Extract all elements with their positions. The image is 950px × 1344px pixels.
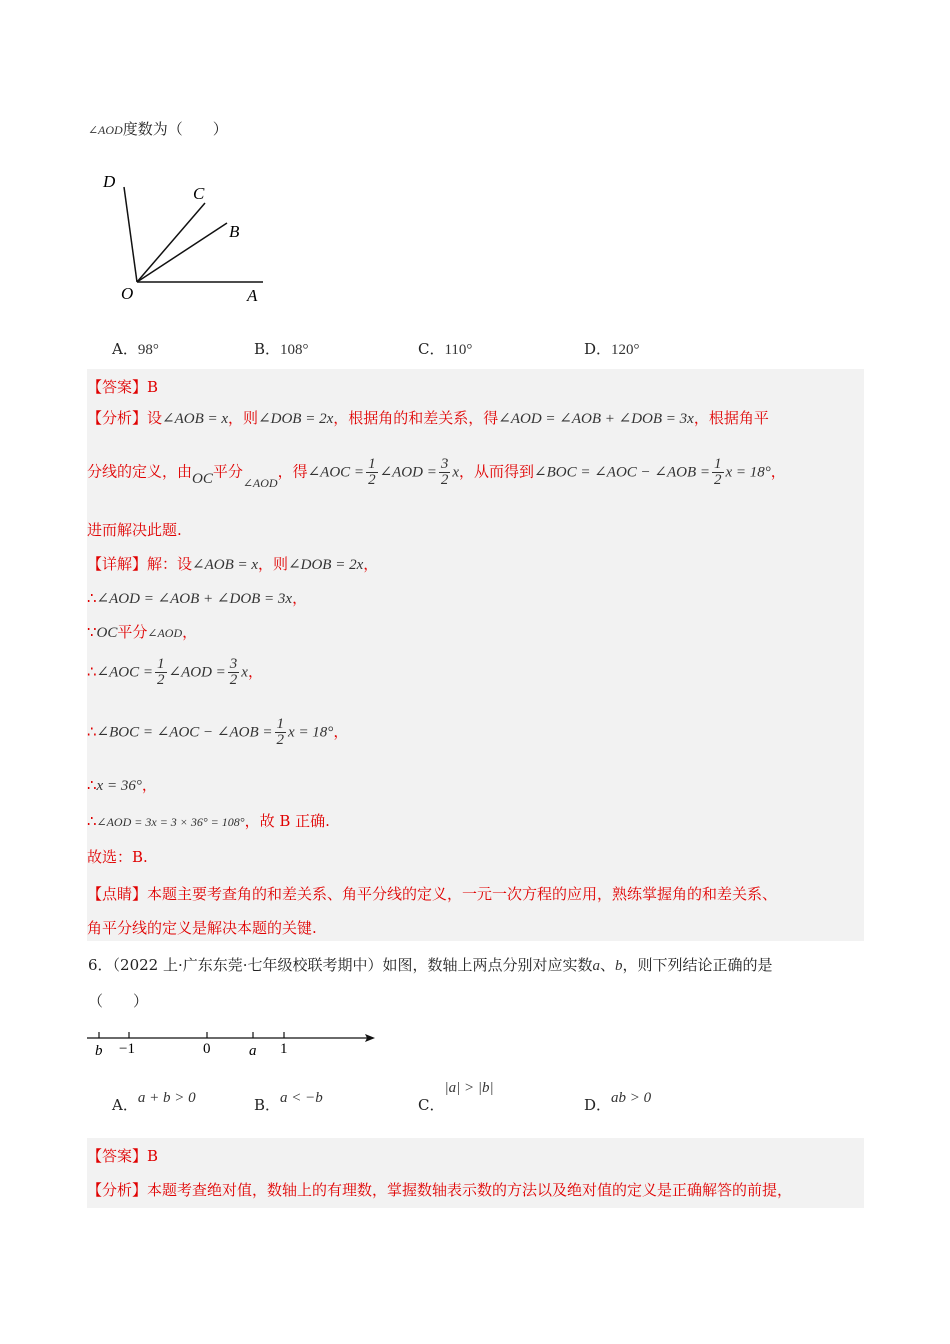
comment-line-1: 【点睛】本题主要考查角的和差关系、角平分线的定义，一元一次方程的应用，熟练掌握角的和差关系、 [87, 885, 778, 903]
q5-option-c[interactable]: C．110° [418, 340, 473, 358]
detail-line-2: ∴∠AOD = ∠AOB + ∠DOB = 3x， [87, 589, 308, 607]
axis-label-zero: 0 [203, 1041, 211, 1057]
ray-OB [137, 223, 227, 282]
label-A: A [247, 286, 258, 305]
solution-box-q6 [87, 1138, 864, 1208]
q6-option-b[interactable]: B．a < −b [254, 1090, 323, 1114]
q5-stem [88, 118, 228, 139]
detail-line-1: 【详解】解：设∠AOB = x，则∠DOB = 2x， [87, 555, 379, 573]
detail-line-6: ∴x = 36°， [87, 776, 157, 794]
label-B: B [229, 222, 240, 241]
detail-line-7: ∴∠AOD = 3x = 3 × 36° = 108°，故 B 正确. [87, 812, 330, 830]
ray-OD [124, 187, 137, 282]
q5-option-d[interactable]: D．120° [584, 340, 640, 358]
q6-option-d[interactable]: D．ab > 0 [584, 1090, 652, 1114]
axis-label-neg1: −1 [119, 1041, 135, 1057]
analysis-line-2: 分线的定义，由OC平分$_{\angle AOD}$，得∠AOC = $\frac{1}{2}$ ∠AOD = $\frac{3}{2}$ x，从而得到∠BOC = ∠AOC − ∠AOB = $\frac{1}{2}$ x = 18°， [87, 456, 786, 490]
detail-line-5: ∴∠BOC = ∠AOC − ∠AOB = $\frac{1}{2}$ x = 18°， [87, 716, 349, 748]
q5-stem-math: ∠AOD [88, 123, 123, 137]
analysis-line-3: 进而解决此题. [87, 521, 182, 539]
label-D: D [103, 172, 116, 191]
analysis-line-1: 【分析】设∠AOB = x，则∠DOB = 2x，根据角的和差关系，得∠AOD = ∠AOB + ∠DOB = 3x，根据角平 [87, 409, 769, 427]
detail-line-3: ∵OC平分∠AOD， [87, 623, 198, 641]
q5-stem-text: 度数为（ ） [122, 120, 228, 138]
detail-line-4: ∴∠AOC = $\frac{1}{2}$ ∠AOD = $\frac{3}{2}$ x， [87, 656, 263, 688]
number-line [85, 1026, 380, 1061]
axis-label-b: b [95, 1043, 103, 1059]
solution-box-q5 [87, 369, 864, 941]
q6-option-a[interactable]: A．a + b > 0 [112, 1090, 196, 1114]
q5-option-a[interactable]: A．98° [112, 340, 159, 358]
label-O: O [121, 284, 134, 303]
choose-line: 故选：B. [87, 848, 148, 866]
answer-line: 【答案】B [87, 378, 159, 396]
comment-line-2: 角平分线的定义是解决本题的关键. [87, 919, 317, 937]
q6-option-c[interactable]: C．|a| > |b| [418, 1080, 494, 1114]
axis-label-one: 1 [280, 1041, 288, 1057]
q6-answer-line: 【答案】B [87, 1147, 159, 1165]
q6-stem-line-2: （ ） [88, 992, 149, 1010]
q6-analysis-line-1: 【分析】本题考查绝对值，数轴上的有理数，掌握数轴表示数的方法以及绝对值的定义是正确解答的前提， [87, 1181, 793, 1199]
q5-option-b[interactable]: B．108° [254, 340, 309, 358]
angle-figure [95, 165, 275, 310]
ray-OC [137, 203, 205, 282]
label-C: C [193, 184, 205, 203]
q6-stem-line-1: 6．（2022 上·广东东莞·七年级校联考期中）如图，数轴上两点分别对应实数a、b，则下列结论正确的是 [88, 956, 773, 974]
axis-label-a: a [249, 1043, 257, 1059]
